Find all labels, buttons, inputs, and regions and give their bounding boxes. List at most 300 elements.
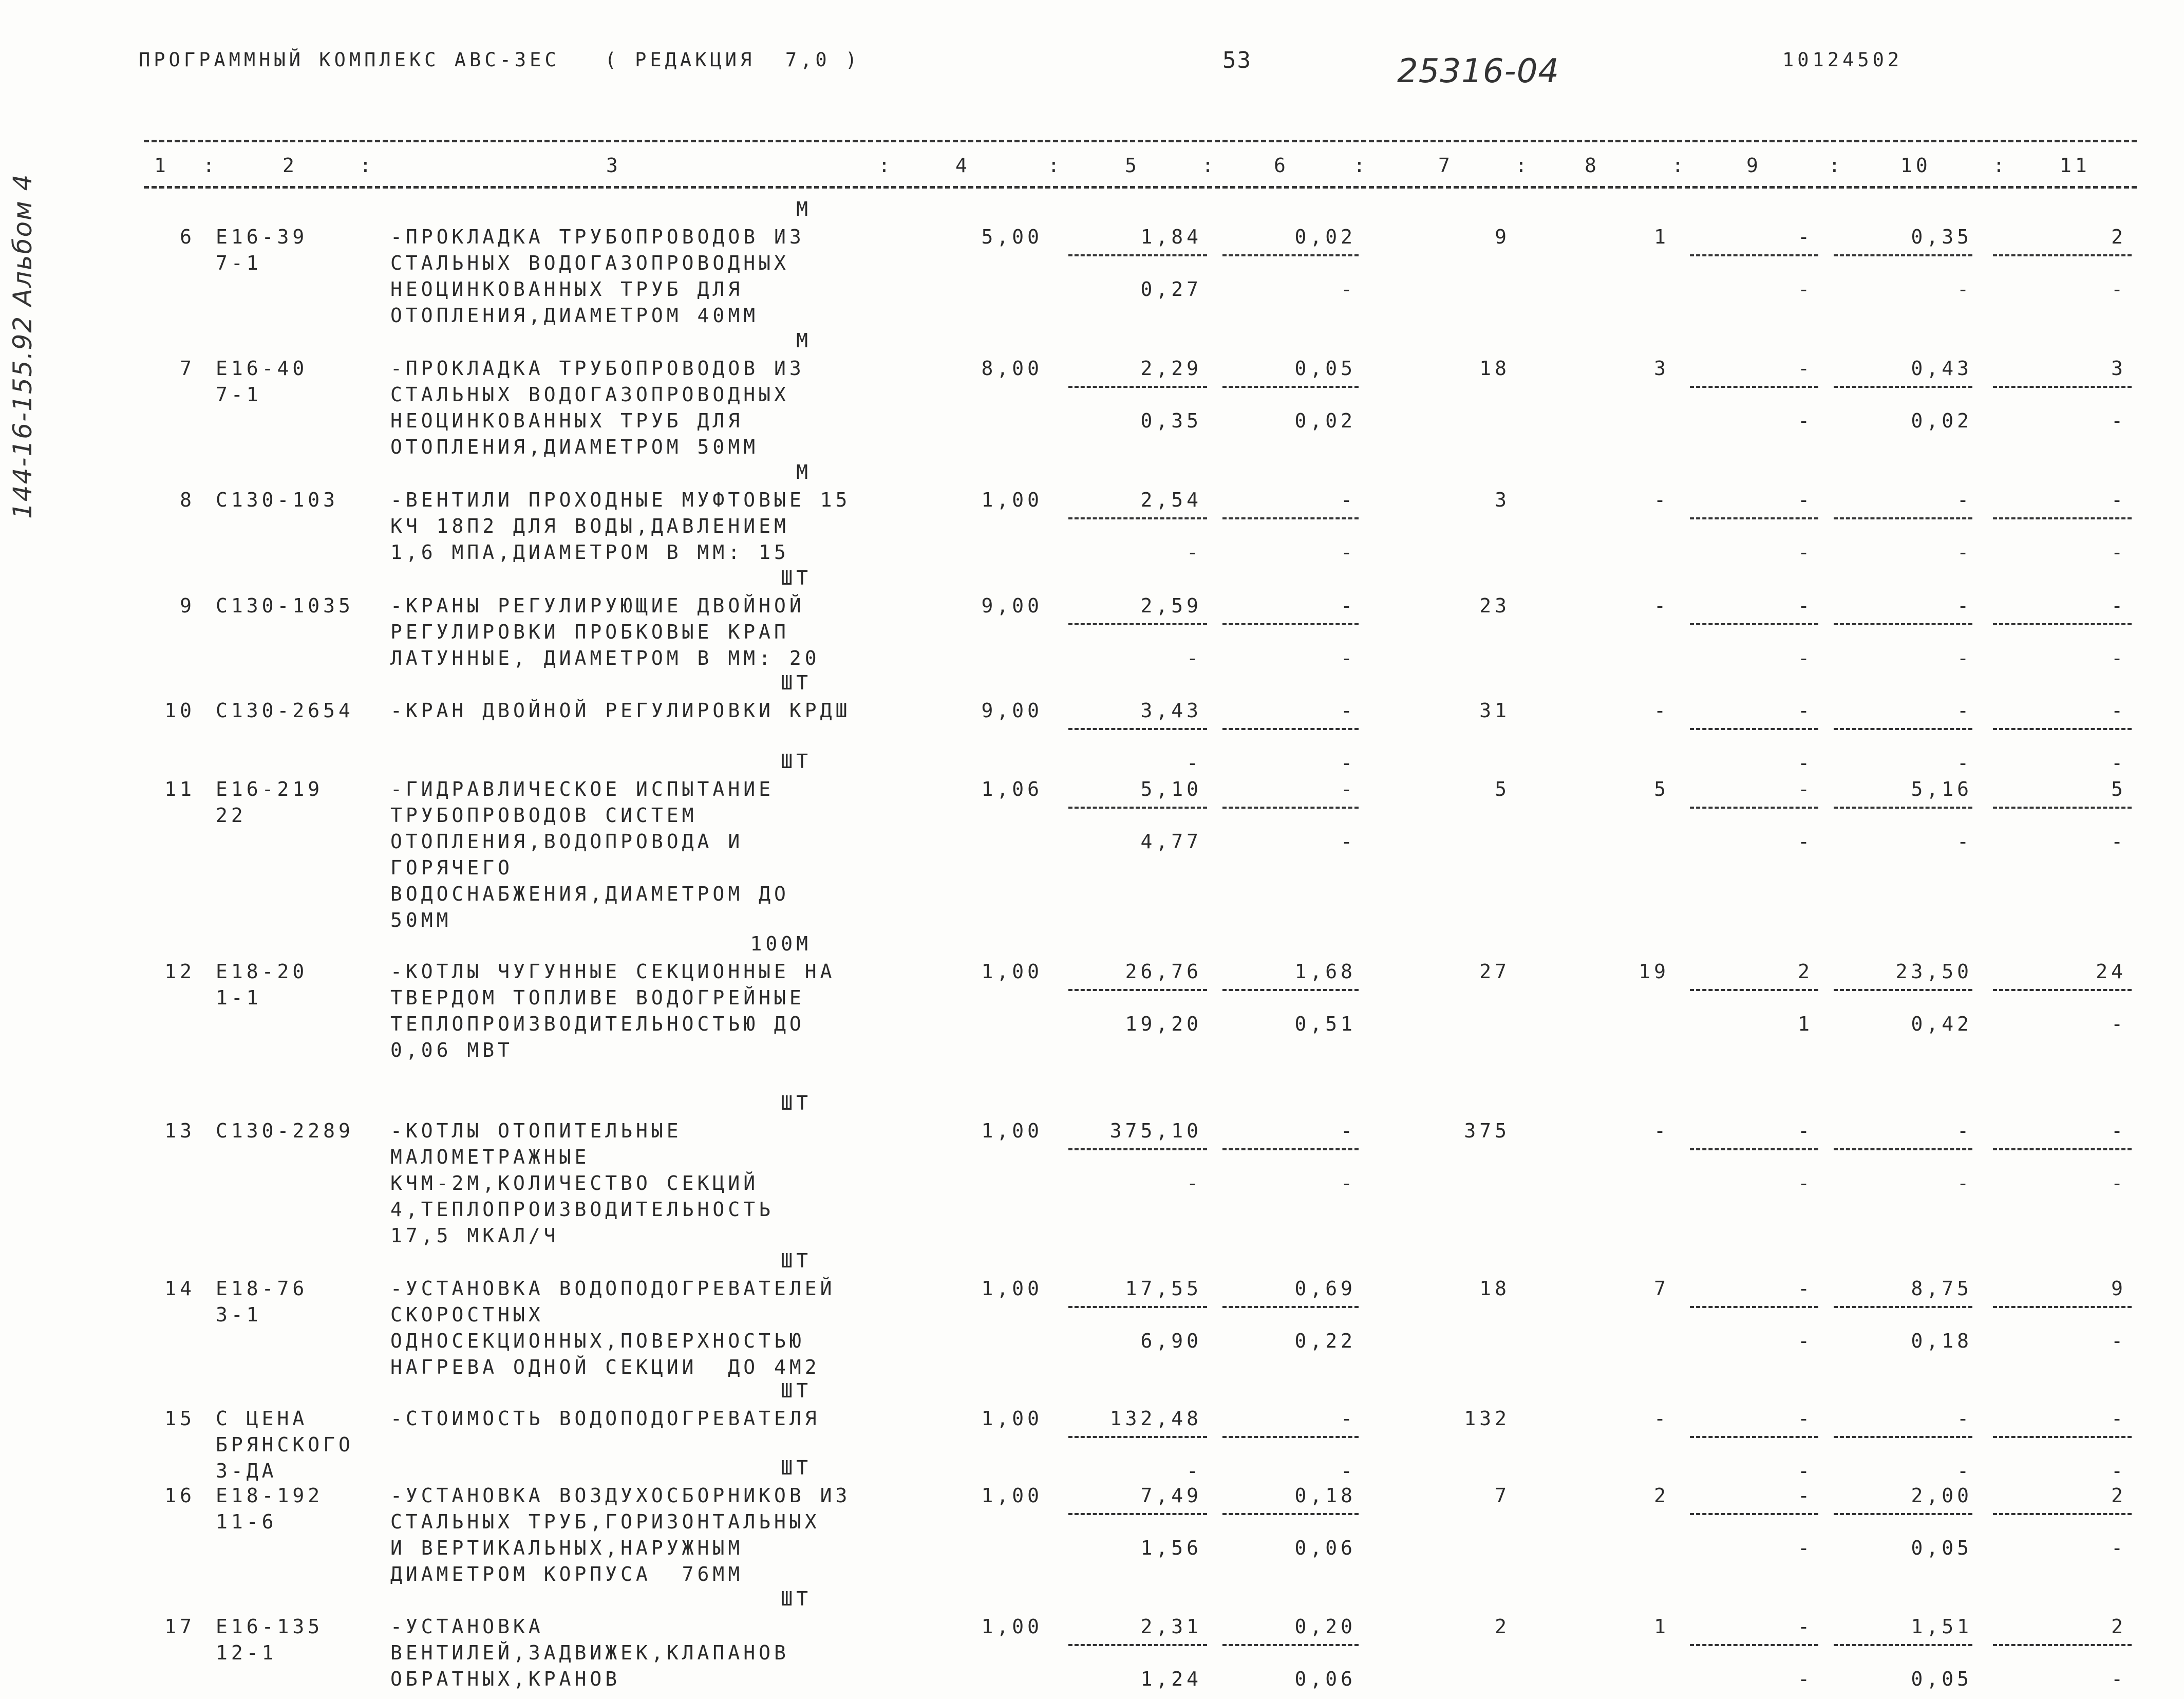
row-code: БРЯНСКОГО	[216, 1433, 354, 1456]
col7-value: 3	[1495, 489, 1510, 511]
col11-subvalue: -	[2111, 409, 2126, 432]
column-header-cell: :	[878, 154, 894, 177]
row-description: -КРАНЫ РЕГУЛИРУЮЩИЕ ДВОЙНОЙ	[390, 594, 805, 617]
col9-subvalue: -	[1798, 1668, 1813, 1690]
row-number: 10	[164, 699, 195, 722]
column-header-cell: 3	[606, 154, 622, 177]
cell-separator	[1993, 728, 2132, 730]
cell-separator	[1834, 1644, 1972, 1646]
row-description: -УСТАНОВКА	[390, 1615, 544, 1638]
column-header-cell: 5	[1125, 154, 1140, 177]
col11-value: 24	[2096, 960, 2126, 983]
row-description: ТЕПЛОПРОИЗВОДИТЕЛЬНОСТЬЮ ДО	[390, 1013, 805, 1035]
col9-subvalue: 1	[1798, 1013, 1813, 1035]
col6-value: 0,69	[1294, 1277, 1356, 1300]
col9-value: -	[1798, 1484, 1813, 1507]
row-description: СТАЛЬНЫХ ТРУБ,ГОРИЗОНТАЛЬНЫХ	[390, 1510, 820, 1533]
col6-value: -	[1341, 1407, 1356, 1430]
column-header-cell: :	[1353, 154, 1369, 177]
row-number: 15	[164, 1407, 195, 1430]
col5-subvalue: 1,56	[1140, 1537, 1202, 1559]
col6-value: -	[1341, 1119, 1356, 1142]
col5-subvalue: 1,24	[1140, 1668, 1202, 1690]
col11-subvalue: -	[2111, 541, 2126, 564]
col5-value: 2,54	[1140, 489, 1202, 511]
col9-value: -	[1798, 1407, 1813, 1430]
row-unit: ШТ	[781, 567, 812, 589]
col5-value: 7,49	[1140, 1484, 1202, 1507]
col10-value: -	[1957, 489, 1972, 511]
col10-value: 23,50	[1895, 960, 1972, 983]
col6-subvalue: 0,06	[1294, 1537, 1356, 1559]
col10-value: 2,00	[1911, 1484, 1972, 1507]
row-code: Е18-20	[216, 960, 308, 983]
col6-value: -	[1341, 699, 1356, 722]
row-code: Е16-40	[216, 357, 308, 380]
col11-subvalue: -	[2111, 1172, 2126, 1194]
col5-value: 3,43	[1140, 699, 1202, 722]
row-description: ГОРЯЧЕГО	[390, 856, 514, 879]
row-number: 7	[180, 357, 195, 380]
row-unit: ШТ	[781, 1249, 812, 1272]
column-header-cell: 9	[1746, 154, 1762, 177]
col9-value: -	[1798, 357, 1813, 380]
side-annotation: 144-16-155.92 Альбом 4	[8, 173, 37, 519]
row-description: НЕОЦИНКОВАННЫХ ТРУБ ДЛЯ	[390, 409, 744, 432]
col9-subvalue: -	[1798, 830, 1813, 853]
col7-value: 375	[1464, 1119, 1510, 1142]
col6-value: 0,02	[1294, 226, 1356, 248]
row-description: СТАЛЬНЫХ ВОДОГАЗОПРОВОДНЫХ	[390, 252, 789, 274]
row-code: 1-1	[216, 986, 262, 1009]
row-unit: М	[796, 198, 812, 220]
row-code: 22	[216, 804, 247, 827]
row-code: Е16-135	[216, 1615, 324, 1638]
col5-value: 2,31	[1140, 1615, 1202, 1638]
cell-separator	[1068, 1644, 1207, 1646]
cell-separator	[1834, 728, 1972, 730]
col9-subvalue: -	[1798, 1537, 1813, 1559]
cell-separator	[1222, 989, 1359, 991]
col11-value: 2	[2111, 226, 2126, 248]
row-description: КЧМ-2М,КОЛИЧЕСТВО СЕКЦИЙ	[390, 1172, 759, 1194]
column-header-cell: :	[1048, 154, 1063, 177]
col6-subvalue: -	[1341, 1460, 1356, 1482]
row-code: 3-ДА	[216, 1460, 277, 1482]
col6-subvalue: 0,22	[1294, 1330, 1356, 1352]
row-description: И ВЕРТИКАЛЬНЫХ,НАРУЖНЫМ	[390, 1537, 744, 1559]
row-code: 12-1	[216, 1641, 277, 1664]
row-code: 3-1	[216, 1303, 262, 1326]
col10-subvalue: -	[1957, 1172, 1972, 1194]
row-code: С130-1035	[216, 594, 354, 617]
col5-subvalue: 0,35	[1140, 409, 1202, 432]
col9-value: -	[1798, 778, 1813, 800]
row-unit: М	[796, 461, 812, 483]
col8-value: -	[1654, 699, 1669, 722]
cell-separator	[1690, 807, 1818, 809]
column-header-cell: :	[203, 154, 218, 177]
column-header-cell: 2	[283, 154, 298, 177]
row-description: ВОДОСНАБЖЕНИЯ,ДИАМЕТРОМ ДО	[390, 883, 789, 905]
cell-separator	[1690, 728, 1818, 730]
cell-separator	[1834, 989, 1972, 991]
cell-separator	[1222, 623, 1359, 625]
row-code: Е16-39	[216, 226, 308, 248]
row-description: -СТОИМОСТЬ ВОДОПОДОГРЕВАТЕЛЯ	[390, 1407, 820, 1430]
col6-value: 0,05	[1294, 357, 1356, 380]
row-description: НЕОЦИНКОВАННЫХ ТРУБ ДЛЯ	[390, 278, 744, 301]
cell-separator	[1834, 1513, 1972, 1515]
row-description: 0,06 МВТ	[390, 1039, 514, 1061]
row-number: 14	[164, 1277, 195, 1300]
row-description: -ГИДРАВЛИЧЕСКОЕ ИСПЫТАНИЕ	[390, 778, 774, 800]
col11-value: 2	[2111, 1615, 2126, 1638]
row-unit: ШТ	[781, 750, 812, 773]
col6-value: -	[1341, 489, 1356, 511]
row-description: 17,5 МКАЛ/Ч	[390, 1224, 559, 1247]
cell-separator	[1690, 254, 1818, 256]
col4-value: 1,00	[981, 489, 1043, 511]
col5-subvalue: -	[1187, 1172, 1202, 1194]
row-description: -КОТЛЫ ЧУГУННЫЕ СЕКЦИОННЫЕ НА	[390, 960, 836, 983]
row-description: -КОТЛЫ ОТОПИТЕЛЬНЫЕ	[390, 1119, 682, 1142]
cell-separator	[1690, 623, 1818, 625]
col10-value: 5,16	[1911, 778, 1972, 800]
cell-separator	[1993, 386, 2132, 388]
row-unit: ШТ	[781, 1092, 812, 1114]
cell-separator	[1834, 1306, 1972, 1308]
col7-value: 18	[1479, 1277, 1510, 1300]
col11-value: -	[2111, 594, 2126, 617]
col8-value: 3	[1654, 357, 1669, 380]
col8-value: 5	[1654, 778, 1669, 800]
cell-separator	[1068, 1148, 1207, 1150]
row-description: -ПРОКЛАДКА ТРУБОПРОВОДОВ ИЗ	[390, 226, 805, 248]
col5-subvalue: -	[1187, 1460, 1202, 1482]
col7-value: 132	[1464, 1407, 1510, 1430]
cell-separator	[1993, 1306, 2132, 1308]
cell-separator	[1690, 989, 1818, 991]
col4-value: 5,00	[981, 226, 1043, 248]
col10-subvalue: -	[1957, 752, 1972, 774]
cell-separator	[1834, 517, 1972, 519]
row-unit: М	[796, 329, 812, 352]
col6-value: 1,68	[1294, 960, 1356, 983]
col7-value: 7	[1495, 1484, 1510, 1507]
col8-value: -	[1654, 1119, 1669, 1142]
row-code: С130-2289	[216, 1119, 354, 1142]
col11-value: -	[2111, 489, 2126, 511]
cell-separator	[1993, 989, 2132, 991]
cell-separator	[1068, 1513, 1207, 1515]
col5-value: 17,55	[1125, 1277, 1202, 1300]
col5-value: 26,76	[1125, 960, 1202, 983]
col11-subvalue: -	[2111, 830, 2126, 853]
col11-subvalue: -	[2111, 1330, 2126, 1352]
row-unit: ШТ	[781, 1379, 812, 1402]
row-number: 16	[164, 1484, 195, 1507]
cell-separator	[1993, 623, 2132, 625]
cell-separator	[1068, 517, 1207, 519]
col7-value: 9	[1495, 226, 1510, 248]
column-header-cell: :	[1515, 154, 1531, 177]
col11-subvalue: -	[2111, 1460, 2126, 1482]
row-code: Е18-192	[216, 1484, 324, 1507]
col9-subvalue: -	[1798, 1172, 1813, 1194]
cell-separator	[1068, 728, 1207, 730]
col9-subvalue: -	[1798, 278, 1813, 301]
col10-subvalue: 0,05	[1911, 1537, 1972, 1559]
col9-value: -	[1798, 489, 1813, 511]
col6-subvalue: -	[1341, 541, 1356, 564]
col4-value: 1,00	[981, 1484, 1043, 1507]
row-code: 7-1	[216, 383, 262, 406]
cell-separator	[1222, 728, 1359, 730]
col9-subvalue: -	[1798, 541, 1813, 564]
row-description: -УСТАНОВКА ВОДОПОДОГРЕВАТЕЛЕЙ	[390, 1277, 836, 1300]
row-description: ТРУБОПРОВОДОВ СИСТЕМ	[390, 804, 698, 827]
row-number: 11	[164, 778, 195, 800]
col10-subvalue: -	[1957, 541, 1972, 564]
col11-value: 3	[2111, 357, 2126, 380]
column-header-cell: :	[1202, 154, 1217, 177]
cell-separator	[1222, 386, 1359, 388]
cell-separator	[1222, 1436, 1359, 1438]
col8-value: 7	[1654, 1277, 1669, 1300]
col5-value: 2,29	[1140, 357, 1202, 380]
row-code: С130-103	[216, 489, 339, 511]
col10-subvalue: -	[1957, 647, 1972, 669]
cell-separator	[1834, 1148, 1972, 1150]
col11-value: 5	[2111, 778, 2126, 800]
column-header-cell: 1	[154, 154, 170, 177]
cell-separator	[1068, 1436, 1207, 1438]
cell-separator	[1690, 1306, 1818, 1308]
col10-subvalue: 0,02	[1911, 409, 1972, 432]
col11-subvalue: -	[2111, 1668, 2126, 1690]
row-description: -ВЕНТИЛИ ПРОХОДНЫЕ МУФТОВЫЕ 15	[390, 489, 851, 511]
row-description: ВЕНТИЛЕЙ,ЗАДВИЖЕК,КЛАПАНОВ	[390, 1641, 789, 1664]
col11-subvalue: -	[2111, 1013, 2126, 1035]
cell-separator	[1068, 1306, 1207, 1308]
col5-value: 5,10	[1140, 778, 1202, 800]
cell-separator	[1834, 623, 1972, 625]
cell-separator	[1993, 517, 2132, 519]
row-unit: ШТ	[781, 1457, 812, 1479]
cell-separator	[1690, 1644, 1818, 1646]
row-description: -УСТАНОВКА ВОЗДУХОСБОРНИКОВ ИЗ	[390, 1484, 851, 1507]
col10-subvalue: -	[1957, 830, 1972, 853]
col10-value: 0,43	[1911, 357, 1972, 380]
col7-value: 5	[1495, 778, 1510, 800]
col9-subvalue: -	[1798, 647, 1813, 669]
cell-separator	[1993, 807, 2132, 809]
document-number: 25316-04	[1397, 52, 1560, 90]
cell-separator	[1068, 989, 1207, 991]
row-description: 50ММ	[390, 909, 452, 931]
col9-subvalue: -	[1798, 1460, 1813, 1482]
col4-value: 1,00	[981, 960, 1043, 983]
cell-separator	[1222, 1644, 1359, 1646]
cell-separator	[1993, 1148, 2132, 1150]
program-title: ПРОГРАММНЫЙ КОМПЛЕКС АВС-ЗЕС ( РЕДАКЦИЯ 7,0 )	[139, 49, 861, 71]
row-code: 11-6	[216, 1510, 277, 1533]
col6-subvalue: 0,06	[1294, 1668, 1356, 1690]
col5-subvalue: -	[1187, 647, 1202, 669]
col10-subvalue: 0,42	[1911, 1013, 1972, 1035]
col10-subvalue: -	[1957, 1460, 1972, 1482]
col5-value: 2,59	[1140, 594, 1202, 617]
col5-subvalue: 4,77	[1140, 830, 1202, 853]
row-description: 1,6 МПА,ДИАМЕТРОМ В ММ: 15	[390, 541, 789, 564]
cell-separator	[1690, 1513, 1818, 1515]
row-code: С ЦЕНА	[216, 1407, 308, 1430]
cell-separator	[1690, 1148, 1818, 1150]
header-rule	[144, 186, 2137, 189]
col11-value: 9	[2111, 1277, 2126, 1300]
row-number: 9	[180, 594, 195, 617]
col6-subvalue: 0,51	[1294, 1013, 1356, 1035]
col6-value: 0,18	[1294, 1484, 1356, 1507]
column-header-cell: :	[1829, 154, 1844, 177]
column-header-cell: :	[360, 154, 375, 177]
col4-value: 1,06	[981, 778, 1043, 800]
cell-separator	[1222, 807, 1359, 809]
col11-subvalue: -	[2111, 752, 2126, 774]
column-header-cell: 10	[1900, 154, 1931, 177]
row-unit: ШТ	[781, 1588, 812, 1610]
col11-value: 2	[2111, 1484, 2126, 1507]
row-description: КЧ 18П2 ДЛЯ ВОДЫ,ДАВЛЕНИЕМ	[390, 515, 789, 537]
col6-subvalue: -	[1341, 647, 1356, 669]
col10-value: -	[1957, 699, 1972, 722]
row-description: ОБРАТНЫХ,КРАНОВ	[390, 1668, 621, 1690]
cell-separator	[1834, 807, 1972, 809]
cell-separator	[1068, 623, 1207, 625]
cell-separator	[1690, 1436, 1818, 1438]
col8-value: -	[1654, 594, 1669, 617]
row-description: ОТОПЛЕНИЯ,ДИАМЕТРОМ 40ММ	[390, 304, 759, 327]
col5-subvalue: -	[1187, 752, 1202, 774]
col4-value: 1,00	[981, 1615, 1043, 1638]
col11-subvalue: -	[2111, 647, 2126, 669]
col9-value: -	[1798, 699, 1813, 722]
col11-subvalue: -	[2111, 278, 2126, 301]
page-number: 53	[1222, 47, 1252, 73]
row-description: НАГРЕВА ОДНОЙ СЕКЦИИ ДО 4М2	[390, 1356, 820, 1378]
col9-subvalue: -	[1798, 409, 1813, 432]
col9-subvalue: -	[1798, 752, 1813, 774]
column-header-cell: :	[1993, 154, 2008, 177]
row-unit: ШТ	[781, 671, 812, 694]
col11-value: -	[2111, 699, 2126, 722]
row-description: 4,ТЕПЛОПРОИЗВОДИТЕЛЬНОСТЬ	[390, 1198, 774, 1221]
cell-separator	[1068, 386, 1207, 388]
col6-value: -	[1341, 778, 1356, 800]
col6-value: -	[1341, 594, 1356, 617]
col4-value: 1,00	[981, 1119, 1043, 1142]
col10-subvalue: -	[1957, 278, 1972, 301]
col10-value: -	[1957, 1407, 1972, 1430]
col6-value: 0,20	[1294, 1615, 1356, 1638]
col6-subvalue: -	[1341, 1172, 1356, 1194]
col8-value: 1	[1654, 1615, 1669, 1638]
col10-value: -	[1957, 1119, 1972, 1142]
col9-value: -	[1798, 226, 1813, 248]
col8-value: -	[1654, 489, 1669, 511]
row-number: 8	[180, 489, 195, 511]
col10-subvalue: 0,05	[1911, 1668, 1972, 1690]
col9-value: -	[1798, 594, 1813, 617]
column-header-cell: 11	[2060, 154, 2091, 177]
col8-value: 2	[1654, 1484, 1669, 1507]
col6-subvalue: -	[1341, 278, 1356, 301]
document-code: 10124502	[1782, 49, 1903, 71]
col10-value: 1,51	[1911, 1615, 1972, 1638]
column-header-cell: 4	[955, 154, 971, 177]
cell-separator	[1690, 386, 1818, 388]
col7-value: 23	[1479, 594, 1510, 617]
row-description: -КРАН ДВОЙНОЙ РЕГУЛИРОВКИ КРДШ	[390, 699, 851, 722]
column-header-cell: 8	[1585, 154, 1600, 177]
row-description: ТВЕРДОМ ТОПЛИВЕ ВОДОГРЕЙНЫЕ	[390, 986, 805, 1009]
col9-subvalue: -	[1798, 1330, 1813, 1352]
col10-subvalue: 0,18	[1911, 1330, 1972, 1352]
row-code: Е18-76	[216, 1277, 308, 1300]
col7-value: 31	[1479, 699, 1510, 722]
col9-value: -	[1798, 1615, 1813, 1638]
col6-subvalue: 0,02	[1294, 409, 1356, 432]
row-description: МАЛОМЕТРАЖНЫЕ	[390, 1146, 590, 1168]
col10-value: -	[1957, 594, 1972, 617]
col11-value: -	[2111, 1407, 2126, 1430]
cell-separator	[1222, 1148, 1359, 1150]
column-header-cell: 6	[1274, 154, 1289, 177]
row-number: 13	[164, 1119, 195, 1142]
cell-separator	[1993, 1436, 2132, 1438]
col6-subvalue: -	[1341, 752, 1356, 774]
cell-separator	[1834, 254, 1972, 256]
row-unit: 100М	[750, 932, 812, 955]
row-code: 7-1	[216, 252, 262, 274]
col5-subvalue: 19,20	[1125, 1013, 1202, 1035]
row-number: 12	[164, 960, 195, 983]
col7-value: 18	[1479, 357, 1510, 380]
col4-value: 9,00	[981, 699, 1043, 722]
cell-separator	[1834, 1436, 1972, 1438]
col4-value: 1,00	[981, 1407, 1043, 1430]
col5-subvalue: -	[1187, 541, 1202, 564]
col10-value: 0,35	[1911, 226, 1972, 248]
row-description: СТАЛЬНЫХ ВОДОГАЗОПРОВОДНЫХ	[390, 383, 789, 406]
col5-value: 375,10	[1109, 1119, 1202, 1142]
col8-value: 19	[1639, 960, 1669, 983]
row-description: РЕГУЛИРОВКИ ПРОБКОВЫЕ КРАП	[390, 621, 789, 643]
cell-separator	[1993, 1644, 2132, 1646]
cell-separator	[1222, 254, 1359, 256]
cell-separator	[1068, 254, 1207, 256]
col7-value: 27	[1479, 960, 1510, 983]
cell-separator	[1993, 254, 2132, 256]
col8-value: 1	[1654, 226, 1669, 248]
cell-separator	[1690, 517, 1818, 519]
cell-separator	[1993, 1513, 2132, 1515]
top-rule	[144, 140, 2137, 142]
col4-value: 8,00	[981, 357, 1043, 380]
row-number: 6	[180, 226, 195, 248]
cell-separator	[1222, 517, 1359, 519]
